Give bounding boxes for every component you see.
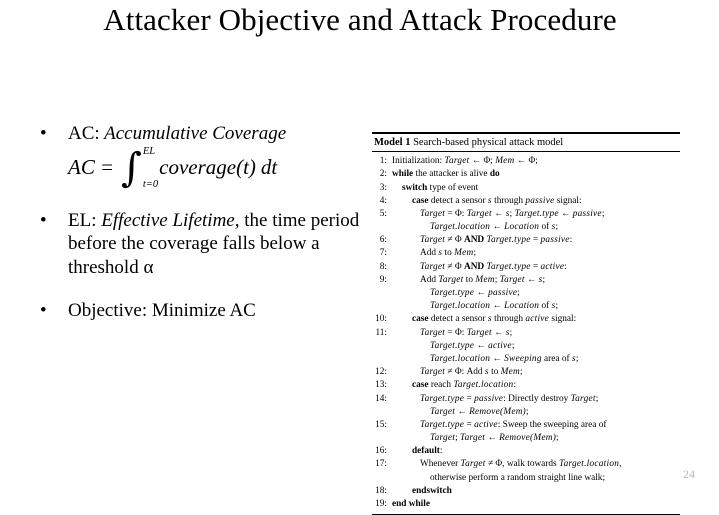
algorithm-step-number: 12: xyxy=(375,367,387,378)
algorithm-step xyxy=(372,234,680,247)
integral-upper-limit: EL xyxy=(142,146,156,158)
algorithm-step-number: 1: xyxy=(379,156,387,167)
algorithm-step-number: 10: xyxy=(375,314,387,325)
algorithm-step-number: 4: xyxy=(379,195,387,206)
algorithm-step-number: 14: xyxy=(375,393,387,404)
algorithm-step-number: 6: xyxy=(379,235,387,246)
bullet-lead: AC: xyxy=(68,123,100,144)
algorithm-title xyxy=(372,134,680,151)
formula-integrand: coverage(t) xyxy=(159,154,256,179)
bullet-tail: the time period before the coverage falls below a threshold α xyxy=(68,210,360,278)
algorithm-step xyxy=(372,393,680,406)
algorithm-step xyxy=(372,182,680,195)
page-number: 24 xyxy=(683,467,695,481)
algorithm-step-text: Target = Φ: Target ← s; xyxy=(420,327,513,338)
bullet-emphasis: Effective Lifetime, xyxy=(101,210,240,232)
bullet-marker: • xyxy=(40,210,47,232)
algorithm-step-text: Target ≠ Φ AND Target.type = passive: xyxy=(420,235,573,246)
formula-equals: = xyxy=(99,154,115,179)
bullet-emphasis: Accumulative Coverage xyxy=(104,123,287,144)
algorithm-step xyxy=(372,472,680,485)
algorithm-step xyxy=(372,366,680,379)
algorithm-step-number: 7: xyxy=(379,248,387,259)
algorithm-step-number: 15: xyxy=(375,419,387,430)
integral-lower-limit: t=0 xyxy=(142,179,159,191)
bullet-lead: EL: xyxy=(68,210,97,232)
algorithm-step xyxy=(372,287,680,300)
algorithm-box xyxy=(372,132,680,515)
list-item-text xyxy=(68,210,359,277)
algorithm-step-text: Target = Φ: Target ← s; Target.type ← passive; xyxy=(420,208,605,219)
algorithm-step xyxy=(372,208,680,221)
list-item xyxy=(30,122,360,145)
algorithm-step-text: Target.type = active: Sweep the sweeping area of xyxy=(420,419,607,430)
list-item-text: Objective: Minimize AC xyxy=(68,299,256,321)
algorithm-step-text: while the attacker is alive do xyxy=(392,169,500,180)
algorithm-step-number: 2: xyxy=(379,169,387,180)
algorithm-step-text: Target ≠ Φ AND Target.type = active: xyxy=(420,261,567,272)
list-item xyxy=(30,299,360,322)
integral-icon: ∫ xyxy=(121,145,142,192)
algorithm-step-number: 13: xyxy=(375,380,387,391)
algorithm-step-text: Target.location ← Sweeping area of s; xyxy=(430,353,579,364)
algorithm-step-number: 17: xyxy=(375,459,387,470)
algorithm-step xyxy=(372,458,680,471)
algorithm-step-text: case reach Target.location: xyxy=(412,380,517,391)
algorithm-step xyxy=(372,195,680,208)
algorithm-step-number: 16: xyxy=(375,446,387,457)
algorithm-step xyxy=(372,274,680,287)
bullet-marker: • xyxy=(40,299,47,321)
algorithm-step-text: Target.type ← passive; xyxy=(430,288,520,298)
algorithm-step xyxy=(372,327,680,340)
algorithm-step-text: Initialization: Target ← Φ; Mem ← Φ; xyxy=(392,156,538,167)
algorithm-step-text: Add s to Mem; xyxy=(420,248,477,259)
algorithm-step xyxy=(372,498,680,511)
algorithm-model-label: Model 1 xyxy=(374,137,411,148)
algorithm-step-text: Whenever Target ≠ Φ, walk towards Target.location, xyxy=(420,459,622,470)
algorithm-step xyxy=(372,406,680,419)
algorithm-step xyxy=(372,485,680,498)
algorithm-step-number: 19: xyxy=(375,499,387,509)
algorithm-step xyxy=(372,340,680,353)
list-item-text xyxy=(68,123,286,144)
algorithm-step-text: default: xyxy=(412,446,443,457)
algorithm-step-number: 8: xyxy=(379,261,387,272)
algorithm-step-number: 18: xyxy=(375,485,387,496)
algorithm-step xyxy=(372,419,680,432)
algorithm-step-text: Add Target to Mem; Target ← s; xyxy=(420,274,546,285)
algorithm-step-number: 9: xyxy=(379,274,387,285)
algorithm-step-number: 11: xyxy=(375,327,387,338)
algorithm-step-text: switch type of event xyxy=(402,182,479,193)
algorithm-step xyxy=(372,261,680,274)
algorithm-step-text: case detect a sensor s through active signal: xyxy=(412,314,577,325)
formula-differential: dt xyxy=(260,154,278,179)
formula-accumulative-coverage xyxy=(30,145,360,195)
algorithm-title-text: Search-based physical attack model xyxy=(413,137,564,148)
algorithm-step-text: Target.type = passive: Directly destroy Target; xyxy=(420,393,599,404)
formula-lhs: AC xyxy=(68,154,95,179)
algorithm-step-number: 5: xyxy=(379,208,387,219)
algorithm-step-text: Target ← Remove(Mem); xyxy=(430,406,529,417)
algorithm-step xyxy=(372,247,680,260)
algorithm-step-text: Target ≠ Φ: Add s to Mem; xyxy=(420,367,523,378)
algorithm-step-text: Target.location ← Location of s; xyxy=(430,301,559,312)
algorithm-step-text: end while xyxy=(392,499,430,509)
algorithm-step xyxy=(372,379,680,392)
bullet-list xyxy=(30,122,360,324)
algorithm-step-text: Target.location ← Location of s; xyxy=(430,222,559,233)
algorithm-steps xyxy=(372,152,680,511)
algorithm-step-text: Target.type ← active; xyxy=(430,340,515,351)
algorithm-step xyxy=(372,168,680,181)
bullet-marker: • xyxy=(40,123,47,144)
algorithm-step xyxy=(372,353,680,366)
algorithm-step xyxy=(372,445,680,458)
algorithm-step xyxy=(372,155,680,168)
page-title: Attacker Objective and Attack Procedure xyxy=(103,2,617,37)
list-item xyxy=(30,209,360,279)
algorithm-step-text: otherwise perform a random straight line walk; xyxy=(430,472,606,483)
algorithm-step xyxy=(372,313,680,326)
algorithm-step xyxy=(372,432,680,445)
algorithm-step-text: Target; Target ← Remove(Mem); xyxy=(430,433,559,444)
algorithm-step-number: 3: xyxy=(379,182,387,193)
algorithm-step-text: case detect a sensor s through passive signal: xyxy=(412,195,582,206)
algorithm-step xyxy=(372,300,680,313)
integral-group xyxy=(121,145,159,192)
algorithm-step-text: endswitch xyxy=(412,485,452,496)
algorithm-step xyxy=(372,221,680,234)
